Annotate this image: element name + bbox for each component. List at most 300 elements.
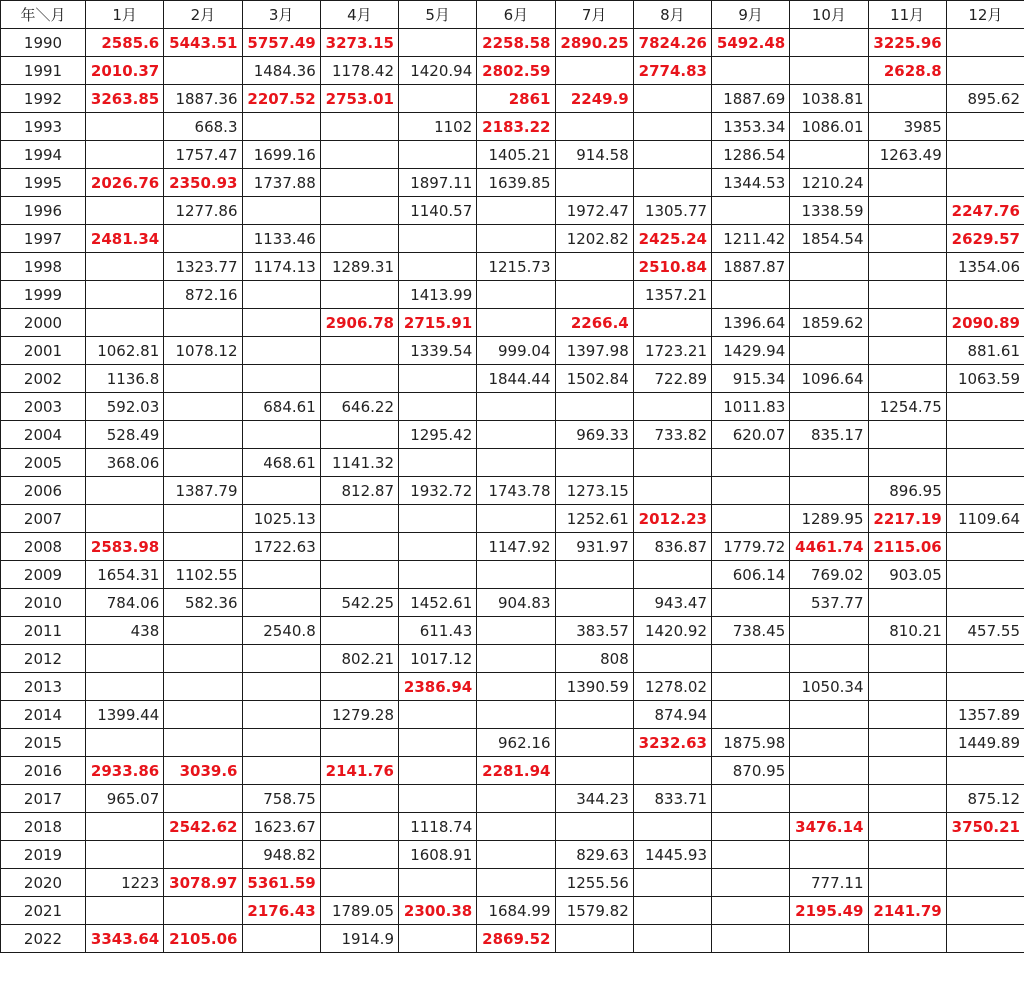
value-cell: [712, 869, 790, 897]
value-cell: 1399.44: [86, 701, 164, 729]
value-cell: 438: [86, 617, 164, 645]
table-row: [1, 897, 1024, 925]
value-cell: [320, 533, 398, 561]
value-cell: [633, 449, 711, 477]
value-cell: 1295.42: [399, 421, 477, 449]
value-cell: 1449.89: [946, 729, 1024, 757]
value-cell: 1277.86: [164, 197, 242, 225]
value-cell: [946, 477, 1024, 505]
value-cell: 1932.72: [399, 477, 477, 505]
value-cell: 812.87: [320, 477, 398, 505]
table-row: [1, 337, 1024, 365]
value-cell: [399, 505, 477, 533]
value-cell: [790, 841, 868, 869]
value-cell: 528.49: [86, 421, 164, 449]
value-cell: 2217.19: [868, 505, 946, 533]
value-cell: [477, 505, 555, 533]
value-cell: 1859.62: [790, 309, 868, 337]
value-cell: [633, 897, 711, 925]
value-cell: 2195.49: [790, 897, 868, 925]
value-cell: 2350.93: [164, 169, 242, 197]
value-cell: [242, 197, 320, 225]
value-cell: 2481.34: [86, 225, 164, 253]
value-cell: [633, 477, 711, 505]
value-cell: [86, 141, 164, 169]
value-cell: 903.05: [868, 561, 946, 589]
table-row: [1, 925, 1024, 953]
value-cell: [399, 85, 477, 113]
value-cell: 1289.31: [320, 253, 398, 281]
value-cell: [86, 281, 164, 309]
value-cell: 668.3: [164, 113, 242, 141]
table-row: [1, 477, 1024, 505]
value-cell: [868, 589, 946, 617]
value-cell: [242, 757, 320, 785]
value-cell: 733.82: [633, 421, 711, 449]
value-cell: [477, 673, 555, 701]
value-cell: 722.89: [633, 365, 711, 393]
value-cell: [164, 617, 242, 645]
value-cell: 1396.64: [712, 309, 790, 337]
value-cell: [477, 701, 555, 729]
value-cell: [790, 337, 868, 365]
table-row: [1, 673, 1024, 701]
value-cell: 802.21: [320, 645, 398, 673]
value-cell: 872.16: [164, 281, 242, 309]
value-cell: 1078.12: [164, 337, 242, 365]
value-cell: [633, 813, 711, 841]
value-cell: 2026.76: [86, 169, 164, 197]
value-cell: [477, 225, 555, 253]
table-row: [1, 253, 1024, 281]
value-cell: [633, 869, 711, 897]
value-cell: [790, 617, 868, 645]
table-row: [1, 113, 1024, 141]
month-header: 12月: [946, 1, 1024, 29]
value-cell: [399, 225, 477, 253]
value-cell: [633, 141, 711, 169]
value-cell: 1011.83: [712, 393, 790, 421]
value-cell: [477, 309, 555, 337]
year-cell: 2009: [1, 561, 86, 589]
value-cell: 1118.74: [399, 813, 477, 841]
month-header: 10月: [790, 1, 868, 29]
value-cell: 915.34: [712, 365, 790, 393]
value-cell: [164, 897, 242, 925]
month-header: 9月: [712, 1, 790, 29]
value-cell: 875.12: [946, 785, 1024, 813]
value-cell: [320, 197, 398, 225]
value-cell: 1684.99: [477, 897, 555, 925]
value-cell: [868, 421, 946, 449]
value-cell: [712, 673, 790, 701]
value-cell: [712, 505, 790, 533]
value-cell: [477, 869, 555, 897]
value-cell: [790, 57, 868, 85]
value-cell: [555, 169, 633, 197]
table-row: [1, 421, 1024, 449]
corner-header: 年＼月: [1, 1, 86, 29]
value-cell: [946, 925, 1024, 953]
value-cell: 1263.49: [868, 141, 946, 169]
value-cell: [868, 309, 946, 337]
year-cell: 1997: [1, 225, 86, 253]
value-cell: [633, 309, 711, 337]
value-cell: 1038.81: [790, 85, 868, 113]
year-cell: 1999: [1, 281, 86, 309]
value-cell: 931.97: [555, 533, 633, 561]
table-row: [1, 813, 1024, 841]
value-cell: [868, 281, 946, 309]
value-cell: [242, 309, 320, 337]
year-cell: 1990: [1, 29, 86, 57]
value-cell: [790, 281, 868, 309]
value-cell: 2510.84: [633, 253, 711, 281]
value-cell: [399, 533, 477, 561]
table-row: [1, 393, 1024, 421]
value-cell: [477, 281, 555, 309]
value-cell: 1025.13: [242, 505, 320, 533]
value-cell: 1339.54: [399, 337, 477, 365]
value-cell: 1608.91: [399, 841, 477, 869]
year-cell: 2004: [1, 421, 86, 449]
value-cell: 1147.92: [477, 533, 555, 561]
value-cell: [320, 729, 398, 757]
value-cell: [164, 785, 242, 813]
value-cell: 1273.15: [555, 477, 633, 505]
value-cell: [946, 757, 1024, 785]
value-cell: [946, 645, 1024, 673]
value-cell: [86, 197, 164, 225]
value-cell: [164, 645, 242, 673]
value-cell: 5443.51: [164, 29, 242, 57]
value-cell: 1215.73: [477, 253, 555, 281]
value-cell: 1420.94: [399, 57, 477, 85]
value-cell: [86, 505, 164, 533]
year-cell: 2007: [1, 505, 86, 533]
value-cell: [242, 729, 320, 757]
value-cell: [320, 617, 398, 645]
value-cell: 1174.13: [242, 253, 320, 281]
value-cell: 1452.61: [399, 589, 477, 617]
year-cell: 1996: [1, 197, 86, 225]
value-cell: [946, 57, 1024, 85]
value-cell: 684.61: [242, 393, 320, 421]
value-cell: [790, 701, 868, 729]
value-cell: [399, 393, 477, 421]
value-cell: 1141.32: [320, 449, 398, 477]
value-cell: [242, 421, 320, 449]
value-cell: [712, 841, 790, 869]
value-cell: [946, 533, 1024, 561]
year-cell: 1992: [1, 85, 86, 113]
value-cell: [712, 897, 790, 925]
value-cell: 2258.58: [477, 29, 555, 57]
value-cell: [790, 29, 868, 57]
value-cell: 1062.81: [86, 337, 164, 365]
value-cell: [633, 757, 711, 785]
value-cell: 1354.06: [946, 253, 1024, 281]
value-cell: 1887.87: [712, 253, 790, 281]
value-cell: [868, 841, 946, 869]
value-cell: [164, 225, 242, 253]
value-cell: 999.04: [477, 337, 555, 365]
value-cell: [477, 561, 555, 589]
value-cell: 2753.01: [320, 85, 398, 113]
value-cell: 1390.59: [555, 673, 633, 701]
value-cell: [868, 197, 946, 225]
value-cell: [790, 729, 868, 757]
value-cell: [946, 869, 1024, 897]
value-cell: [477, 841, 555, 869]
value-cell: [242, 701, 320, 729]
value-cell: [712, 785, 790, 813]
value-cell: [790, 449, 868, 477]
value-cell: [164, 421, 242, 449]
year-cell: 1993: [1, 113, 86, 141]
year-cell: 2003: [1, 393, 86, 421]
value-cell: 758.75: [242, 785, 320, 813]
value-cell: [555, 449, 633, 477]
value-cell: [320, 337, 398, 365]
value-cell: 1323.77: [164, 253, 242, 281]
value-cell: 5492.48: [712, 29, 790, 57]
value-cell: [790, 785, 868, 813]
value-cell: 3476.14: [790, 813, 868, 841]
year-cell: 2010: [1, 589, 86, 617]
value-cell: [868, 673, 946, 701]
value-cell: [868, 337, 946, 365]
value-cell: 1289.95: [790, 505, 868, 533]
value-cell: [242, 477, 320, 505]
value-cell: 2802.59: [477, 57, 555, 85]
value-cell: [712, 281, 790, 309]
value-cell: [946, 141, 1024, 169]
value-cell: 1063.59: [946, 365, 1024, 393]
value-cell: [86, 645, 164, 673]
value-cell: [399, 449, 477, 477]
value-cell: [86, 813, 164, 841]
value-cell: [164, 365, 242, 393]
value-cell: 3985: [868, 113, 946, 141]
value-cell: [477, 449, 555, 477]
year-cell: 1994: [1, 141, 86, 169]
value-cell: 1779.72: [712, 533, 790, 561]
value-cell: 1654.31: [86, 561, 164, 589]
value-cell: 537.77: [790, 589, 868, 617]
value-cell: [242, 925, 320, 953]
value-cell: 5757.49: [242, 29, 320, 57]
value-cell: [399, 141, 477, 169]
value-cell: 1178.42: [320, 57, 398, 85]
value-cell: [320, 561, 398, 589]
value-cell: [946, 421, 1024, 449]
table-row: [1, 617, 1024, 645]
value-cell: 3263.85: [86, 85, 164, 113]
value-cell: [868, 225, 946, 253]
table-row: [1, 869, 1024, 897]
value-cell: [320, 421, 398, 449]
value-cell: 1357.21: [633, 281, 711, 309]
value-cell: 1737.88: [242, 169, 320, 197]
value-cell: 1017.12: [399, 645, 477, 673]
value-cell: [242, 281, 320, 309]
value-cell: [868, 869, 946, 897]
year-cell: 2019: [1, 841, 86, 869]
header-row: [1, 1, 1024, 29]
value-cell: 2425.24: [633, 225, 711, 253]
value-cell: 1405.21: [477, 141, 555, 169]
value-cell: 1140.57: [399, 197, 477, 225]
month-header: 8月: [633, 1, 711, 29]
value-cell: [790, 757, 868, 785]
table-row: [1, 57, 1024, 85]
value-cell: 3225.96: [868, 29, 946, 57]
table-row: [1, 729, 1024, 757]
year-cell: 2014: [1, 701, 86, 729]
value-cell: [242, 365, 320, 393]
year-cell: 2013: [1, 673, 86, 701]
value-cell: [555, 813, 633, 841]
value-cell: 592.03: [86, 393, 164, 421]
value-cell: [242, 673, 320, 701]
value-cell: [633, 169, 711, 197]
value-cell: 948.82: [242, 841, 320, 869]
value-cell: [399, 365, 477, 393]
value-cell: 1887.36: [164, 85, 242, 113]
value-cell: [555, 57, 633, 85]
value-cell: [164, 309, 242, 337]
value-cell: 1502.84: [555, 365, 633, 393]
value-cell: [946, 113, 1024, 141]
value-cell: 969.33: [555, 421, 633, 449]
value-cell: [164, 729, 242, 757]
value-cell: 3273.15: [320, 29, 398, 57]
value-cell: 1109.64: [946, 505, 1024, 533]
value-cell: [946, 673, 1024, 701]
value-cell: [633, 561, 711, 589]
value-cell: [712, 449, 790, 477]
value-cell: [242, 645, 320, 673]
value-cell: [633, 85, 711, 113]
value-cell: 1789.05: [320, 897, 398, 925]
value-cell: 1338.59: [790, 197, 868, 225]
value-cell: [242, 113, 320, 141]
value-cell: 1252.61: [555, 505, 633, 533]
table-row: [1, 449, 1024, 477]
value-cell: 2542.62: [164, 813, 242, 841]
year-cell: 2018: [1, 813, 86, 841]
value-cell: 1887.69: [712, 85, 790, 113]
value-cell: [242, 337, 320, 365]
value-cell: [477, 813, 555, 841]
value-cell: 2628.8: [868, 57, 946, 85]
value-cell: 3232.63: [633, 729, 711, 757]
value-cell: 2090.89: [946, 309, 1024, 337]
value-cell: [477, 197, 555, 225]
month-header: 11月: [868, 1, 946, 29]
value-cell: 4461.74: [790, 533, 868, 561]
value-cell: [242, 589, 320, 617]
year-cell: 2001: [1, 337, 86, 365]
value-cell: [477, 617, 555, 645]
value-cell: 2300.38: [399, 897, 477, 925]
value-cell: [790, 141, 868, 169]
value-cell: 3039.6: [164, 757, 242, 785]
value-cell: [633, 645, 711, 673]
value-cell: 1429.94: [712, 337, 790, 365]
table-row: [1, 85, 1024, 113]
value-cell: 5361.59: [242, 869, 320, 897]
table-row: [1, 309, 1024, 337]
value-cell: 1211.42: [712, 225, 790, 253]
value-cell: [86, 897, 164, 925]
value-cell: [946, 449, 1024, 477]
value-cell: 1086.01: [790, 113, 868, 141]
value-cell: [555, 757, 633, 785]
value-cell: 1102: [399, 113, 477, 141]
value-cell: [790, 253, 868, 281]
value-cell: [86, 729, 164, 757]
value-cell: [868, 253, 946, 281]
value-cell: 835.17: [790, 421, 868, 449]
value-cell: [86, 673, 164, 701]
value-cell: 1972.47: [555, 197, 633, 225]
value-cell: 870.95: [712, 757, 790, 785]
value-cell: 1723.21: [633, 337, 711, 365]
value-cell: 1353.34: [712, 113, 790, 141]
table-row: [1, 701, 1024, 729]
value-cell: [868, 85, 946, 113]
value-cell: 1050.34: [790, 673, 868, 701]
value-cell: 2583.98: [86, 533, 164, 561]
value-cell: 2141.79: [868, 897, 946, 925]
value-cell: 3078.97: [164, 869, 242, 897]
value-cell: [477, 393, 555, 421]
value-cell: [320, 869, 398, 897]
table-row: [1, 757, 1024, 785]
value-cell: 784.06: [86, 589, 164, 617]
value-cell: 1757.47: [164, 141, 242, 169]
value-cell: 738.45: [712, 617, 790, 645]
value-cell: 2585.6: [86, 29, 164, 57]
value-cell: 2715.91: [399, 309, 477, 337]
value-cell: [399, 29, 477, 57]
value-cell: [320, 505, 398, 533]
value-cell: 808: [555, 645, 633, 673]
value-cell: 2176.43: [242, 897, 320, 925]
value-cell: 646.22: [320, 393, 398, 421]
value-cell: [164, 505, 242, 533]
value-cell: 1875.98: [712, 729, 790, 757]
table-row: [1, 29, 1024, 57]
value-cell: [712, 57, 790, 85]
value-cell: [555, 925, 633, 953]
year-cell: 2017: [1, 785, 86, 813]
value-cell: [399, 701, 477, 729]
value-cell: [399, 925, 477, 953]
year-cell: 2012: [1, 645, 86, 673]
value-cell: 1279.28: [320, 701, 398, 729]
value-cell: [946, 281, 1024, 309]
year-cell: 2015: [1, 729, 86, 757]
value-cell: [633, 113, 711, 141]
value-cell: 896.95: [868, 477, 946, 505]
value-cell: [320, 281, 398, 309]
value-cell: [320, 225, 398, 253]
value-cell: [164, 393, 242, 421]
value-cell: [946, 393, 1024, 421]
